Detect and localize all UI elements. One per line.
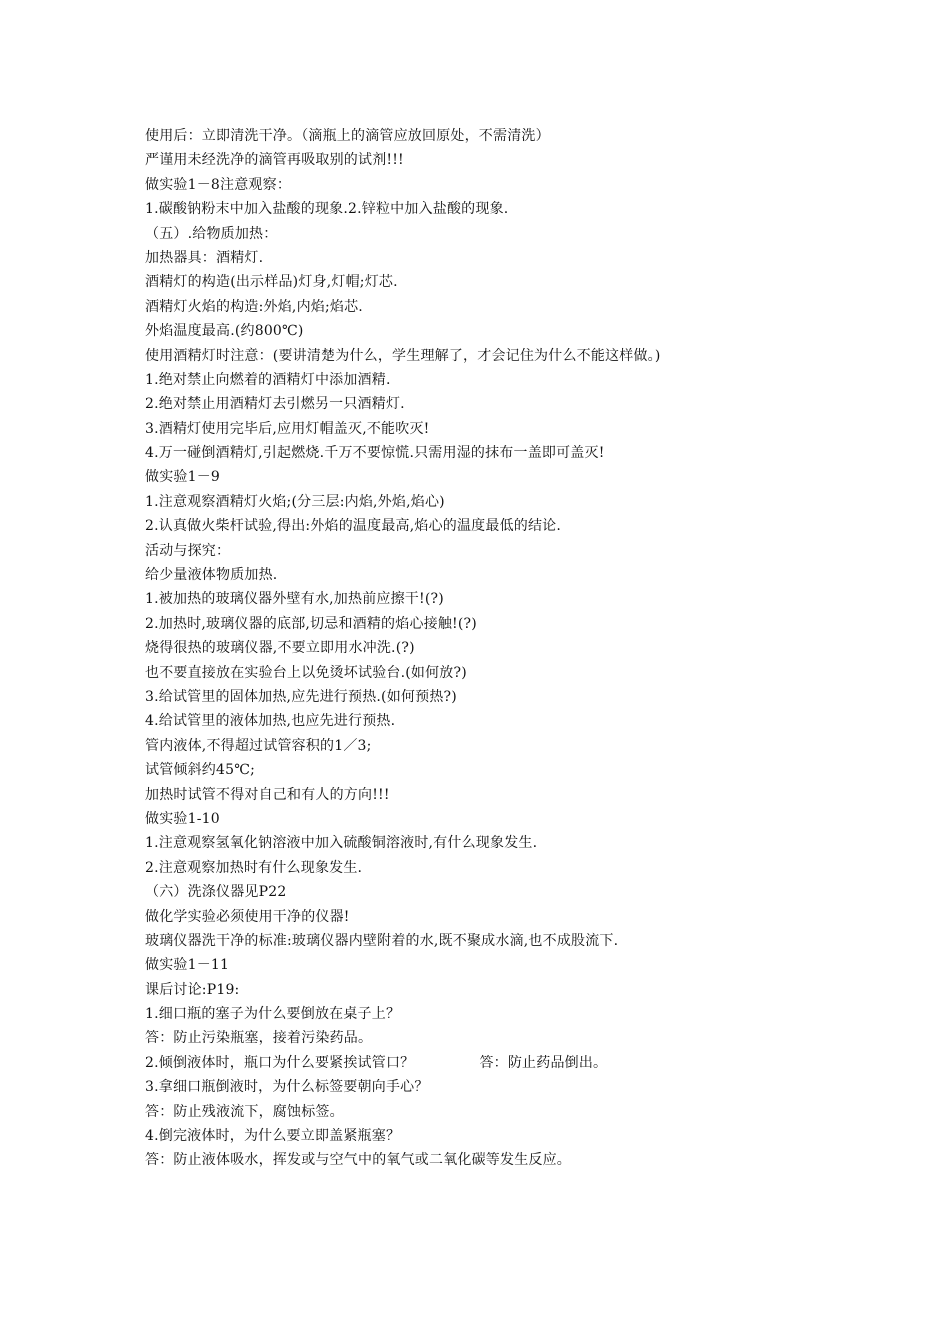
- text-line: 做化学实验必须使用干净的仪器!: [145, 908, 350, 925]
- text-line: 3.给试管里的固体加热,应先进行预热.(如何预热?): [145, 688, 457, 705]
- text-line: 烧得很热的玻璃仪器,不要立即用水冲洗.(?): [145, 640, 415, 657]
- section-heading: （五）.给物质加热：: [145, 225, 278, 242]
- text-line: 做实验1-10: [145, 810, 220, 827]
- text-line: 4.给试管里的液体加热,也应先进行预热.: [145, 713, 396, 730]
- text-line: 1.碳酸钠粉末中加入盐酸的现象.2.锌粒中加入盐酸的现象.: [145, 201, 509, 218]
- document-body: [145, 124, 845, 1173]
- question-line: 4.倒完液体时，为什么要立即盖紧瓶塞？: [145, 1128, 401, 1145]
- text-line: 3.酒精灯使用完毕后,应用灯帽盖灭,不能吹灭!: [145, 420, 430, 437]
- text-line: 使用后：立即清洗干净。（滴瓶上的滴管应放回原处，不需清洗）: [145, 128, 550, 144]
- text-line: 酒精灯火焰的构造:外焰,内焰;焰芯.: [145, 298, 363, 315]
- text-line: 给少量液体物质加热.: [145, 567, 278, 584]
- text-line: 加热时试管不得对自己和有人的方向!!!: [145, 786, 390, 803]
- text-line: 加热器具：酒精灯.: [145, 249, 264, 266]
- text-line: 2.注意观察加热时有什么现象发生.: [145, 859, 363, 876]
- text-line: 酒精灯的构造(出示样品)灯身,灯帽;灯芯.: [145, 274, 398, 291]
- text-line: 外焰温度最高.(约800℃): [145, 323, 304, 340]
- answer-line: 答：防止污染瓶塞，接着污染药品。: [145, 1030, 373, 1047]
- text-line: 1.被加热的玻璃仪器外壁有水,加热前应擦干!(?): [145, 591, 444, 608]
- question-line: 3.拿细口瓶倒液时，为什么标签要朝向手心？: [145, 1079, 429, 1096]
- text-line: 课后讨论:P19:: [145, 981, 240, 998]
- text-line: 1.注意观察酒精灯火焰;(分三层:内焰,外焰,焰心): [145, 493, 445, 510]
- text-line: 2.认真做火柴杆试验,得出:外焰的温度最高,焰心的温度最低的结论.: [145, 518, 562, 535]
- text-line: 做实验1－11: [145, 957, 230, 974]
- text-line: 玻璃仪器洗干净的标准:玻璃仪器内壁附着的水,既不聚成水滴,也不成股流下.: [145, 932, 619, 949]
- answer-line: 答：防止残液流下，腐蚀标签。: [145, 1103, 344, 1120]
- answer-line: 答：防止液体吸水，挥发或与空气中的氧气或二氧化碳等发生反应。: [145, 1152, 571, 1169]
- section-heading: （六）洗涤仪器见P22: [145, 884, 287, 901]
- question-line: 1.细口瓶的塞子为什么要倒放在桌子上？: [145, 1006, 401, 1023]
- text-line: 做实验1－9: [145, 469, 221, 486]
- text-line: 1.注意观察氢氧化钠溶液中加入硫酸铜溶液时,有什么现象发生.: [145, 835, 538, 852]
- text-line: 做实验1－8注意观察：: [145, 176, 292, 193]
- text-line: 1.绝对禁止向燃着的酒精灯中添加酒精.: [145, 371, 391, 388]
- text-line: 4.万一碰倒酒精灯,引起燃烧.千万不要惊慌.只需用湿的抹布一盖即可盖灭!: [145, 445, 605, 462]
- text-line: 也不要直接放在实验台上以免烫坏试验台.(如何放?): [145, 664, 467, 681]
- text-line: 试管倾斜约45℃;: [145, 762, 255, 779]
- question-line: 2.倾倒液体时，瓶口为什么要紧挨试管口？ 答：防止药品倒出。: [145, 1054, 608, 1071]
- text-line: 活动与探究：: [145, 542, 231, 559]
- text-line: 2.绝对禁止用酒精灯去引燃另一只酒精灯.: [145, 396, 405, 413]
- text-line: 管内液体,不得超过试管容积的1／3;: [145, 737, 372, 754]
- text-line: 2.加热时,玻璃仪器的底部,切忌和酒精的焰心接触!(?): [145, 615, 477, 632]
- text-line: 使用酒精灯时注意：(要讲清楚为什么，学生理解了，才会记住为什么不能这样做。): [145, 347, 661, 364]
- text-line: 严谨用未经洗净的滴管再吸取别的试剂!!!: [145, 152, 404, 169]
